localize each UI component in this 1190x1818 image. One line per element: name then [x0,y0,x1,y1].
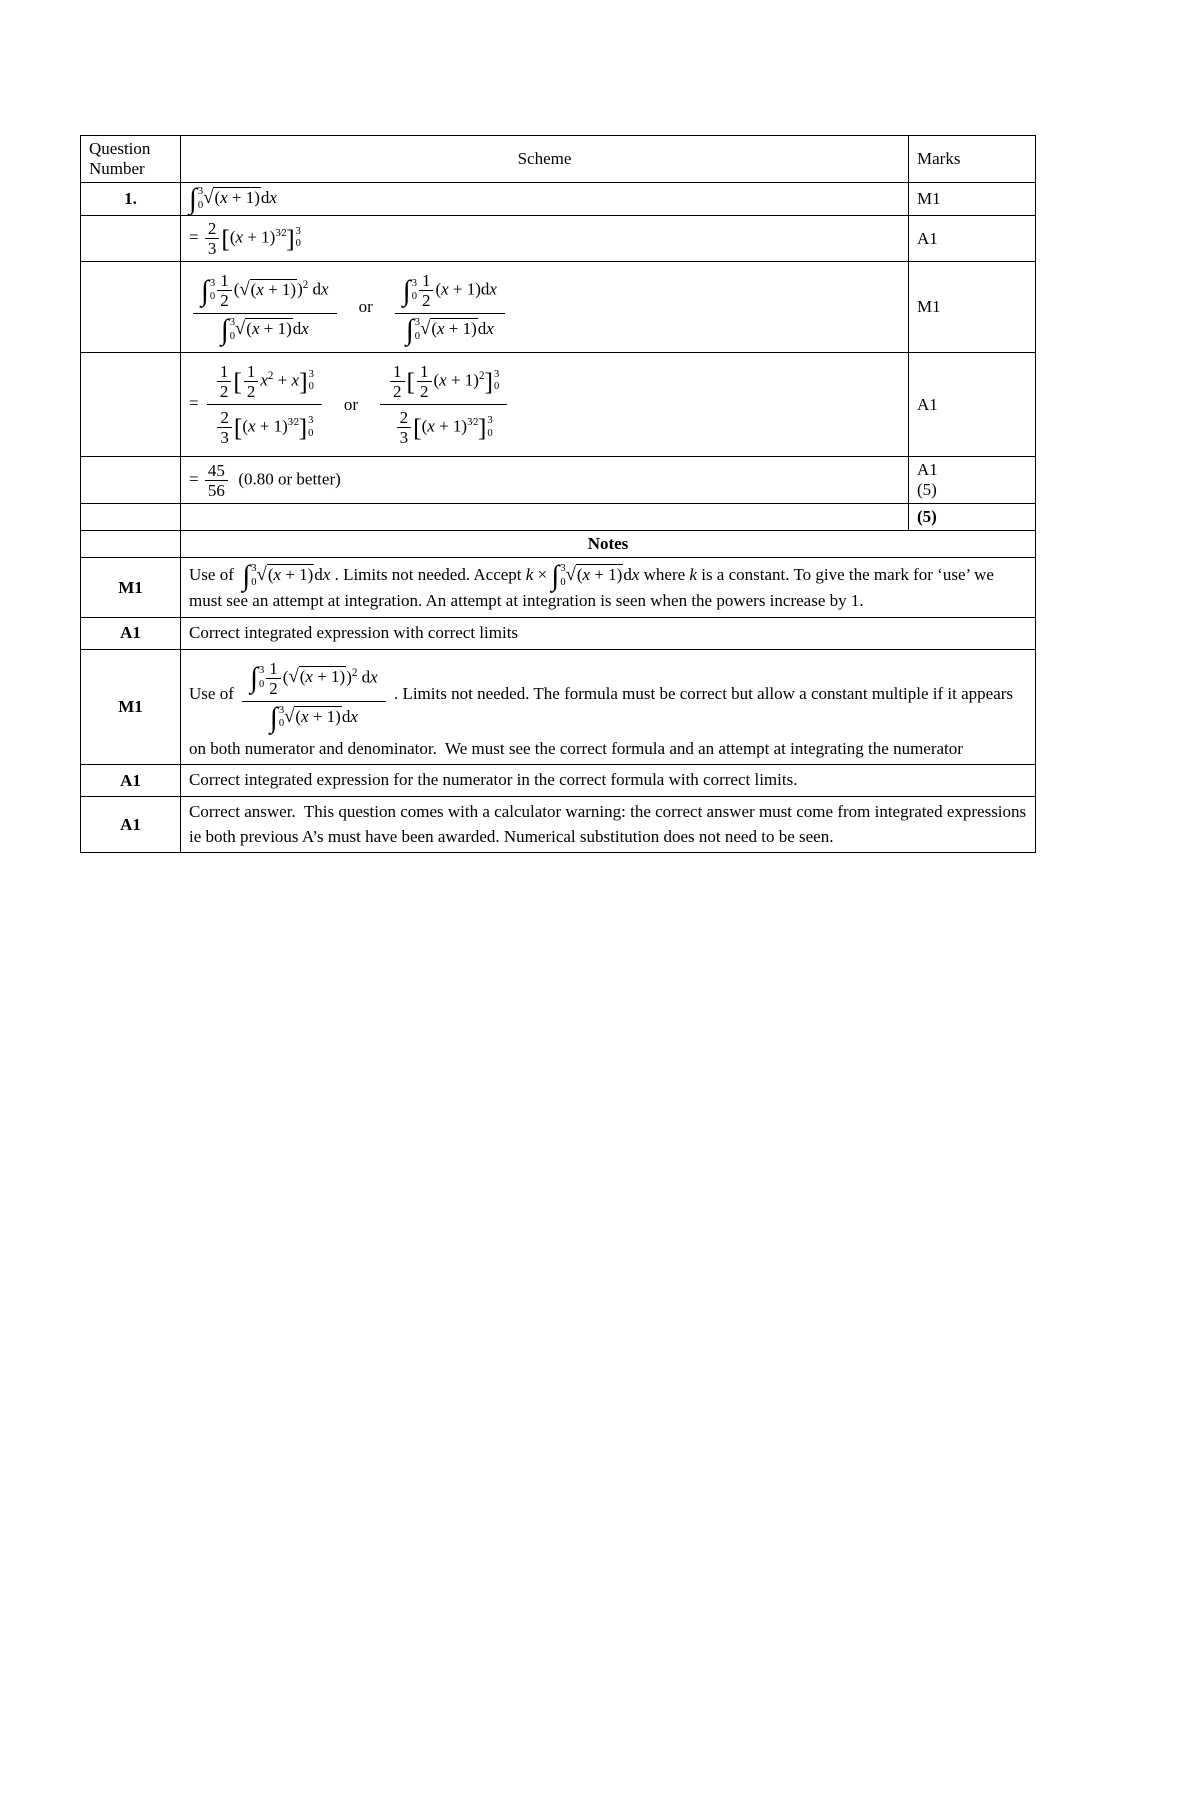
scheme-row [81,353,1036,457]
scheme-empty [181,504,909,531]
header-scheme: Scheme [181,136,909,183]
marks-cell: A1 [909,353,1036,457]
header-marks: Marks [909,136,1036,183]
scheme-row [81,183,1036,216]
scheme-math: = $\frac{1}{2}$ [ $\frac{1}{2}$ $x^2 + x$] 3 0 $\frac{2}{3}$ $[(x + 1)^{3⁄2}]$ 3 0 or $\frac{1}{2}$ [ $\frac{1}{2}$ $(x + 1)^2$] 3 0 $\frac{2}{3}$ $[(x + 1)^{3⁄2}]$ 3 0 [181,353,909,457]
marks-cell: A1 [909,216,1036,262]
note-label: A1 [81,797,181,853]
marks-total: (5) [917,480,937,500]
notes-title: Notes [181,531,1036,558]
note-text: Use of ∫ 3 0 $\frac{1}{2}$ $(√(x + 1))^2$ dx ∫ 3 0 √(x + 1)dx . Limits not needed. The formula must be correct but allow a constant multiple if it appears on both numerator and denominator. We must see the correct formula and an attempt at integrating the numerator [181,649,1036,765]
note-text: Correct integrated expression for the numerator in the correct formula with correct limits. [181,765,1036,797]
mark-scheme-page [0,135,1190,1818]
note-text: Correct answer. This question comes with a calculator warning: the correct answer must come from integrated expressions ie both previous A’s must have been awarded. Numerical substitution does not need to be seen. [181,797,1036,853]
scheme-row [81,457,1036,504]
note-row [81,765,1036,797]
note-row [81,797,1036,853]
mark-scheme-table [80,135,1036,853]
header-row [81,136,1036,183]
note-text: Use of ∫ 3 0 √(x + 1)dx . Limits not needed. Accept k × ∫ 3 0 √(x + 1)dx where k is a constant. To give the mark for ‘use’ we must see an attempt at integration. An attempt at integration is seen when the powers increase by 1. [181,558,1036,618]
notes-title-row [81,531,1036,558]
question-number [81,504,181,531]
note-label: M1 [81,558,181,618]
marks-cell: M1 [909,262,1036,353]
question-number [81,262,181,353]
scheme-math: ∫ 3 0 $\frac{1}{2}$ $(√(x + 1))^2$ dx ∫ 3 0 √(x + 1)dx or ∫ 3 0 $\frac{1}{2}$ (x + 1)dx ∫ 3 0 √(x + 1)dx [181,262,909,353]
question-number [81,353,181,457]
marks-cell [909,457,1036,504]
note-label: A1 [81,618,181,650]
scheme-math: = $\frac{2}{3}$ $[(x + 1)^{3⁄2}]$ 3 0 [181,216,909,262]
scheme-math: ∫ 3 0 √(x + 1)dx [181,183,909,216]
scheme-math: = $\frac{45}{56}$ (0.80 or better) [181,457,909,504]
marks-total-bold: (5) [909,504,1036,531]
note-row [81,558,1036,618]
question-number [81,216,181,262]
notes-title-spacer [81,531,181,558]
scheme-row [81,504,1036,531]
question-number: 1. [81,183,181,216]
marks-cell: M1 [909,183,1036,216]
note-row [81,618,1036,650]
header-question-number: Question Number [81,136,181,183]
scheme-row [81,216,1036,262]
note-label: A1 [81,765,181,797]
note-row [81,649,1036,765]
note-label: M1 [81,649,181,765]
scheme-row [81,262,1036,353]
question-number [81,457,181,504]
note-text: Correct integrated expression with correct limits [181,618,1036,650]
marks-value: A1 [917,460,938,480]
